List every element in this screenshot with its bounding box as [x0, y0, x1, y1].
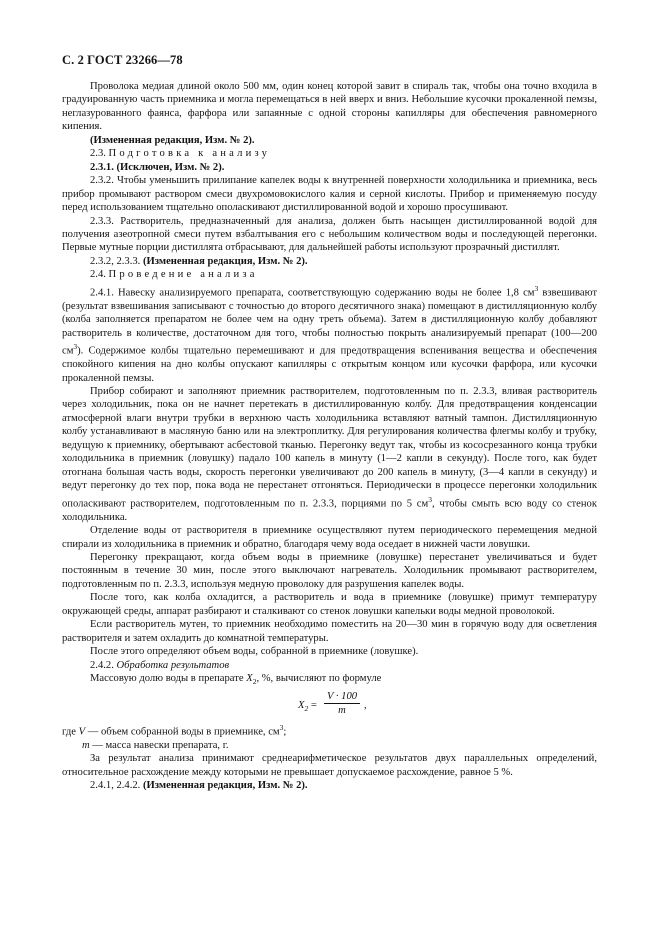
- section-heading-preparation: 2.3. Подготовка к анализу: [90, 148, 271, 160]
- clause-2-3-3: 2.3.3. Растворитель, предназначенный для анализа, должен быть насыщен дистиллированной водой для получения азеотропной смеси путем взбалтывания его с небольшим количеством воды и последующей перегонки. Первые мутные порции дистиллята отбрасывают, для дальнейшей работы используют прозрачный дистиллят.: [62, 215, 597, 254]
- paragraph-stop-distillation: Перегонку прекращают, когда объем воды в приемнике (ловушке) перестанет увеличиваться и будет постоянным в течение 30 мин, после этого выключают нагреватель. Холодильник промывают растворителем, подготовленным по п. 2.3.3, используя медную проволоку для разрушения капелек воды.: [62, 552, 597, 590]
- formula-lhs: $X_2$ =: [298, 699, 317, 713]
- formula-numerator: V · 100: [324, 691, 360, 704]
- section-heading-analysis: 2.4. Проведение анализа: [90, 269, 258, 281]
- formula-comma: ,: [364, 699, 367, 711]
- paragraph-volume-determination: После этого определяют объем воды, собранной в приемнике (ловушке).: [90, 646, 419, 658]
- amendment-note: (Измененная редакция, Изм. № 2).: [90, 134, 255, 146]
- amendment-note: 2.4.1, 2.4.2. (Измененная редакция, Изм. № 2).: [90, 779, 308, 791]
- paragraph-cooling: После того, как колба охладится, а растворитель и вода в приемнике (ловушке) примут температуру окружающей среды, аппарат разбирают и сталкивают со стенок ловушки капельки воды медной проволокой.: [62, 592, 597, 617]
- paragraph-turbid-solvent: Если растворитель мутен, то приемник необходимо поместить на 20—30 мин в горячую воду для осветления растворителя и затем охладить до комнатной температуры.: [62, 619, 597, 644]
- definition-volume: где V — объем собранной воды в приемнике, $см^3$;: [62, 722, 287, 738]
- clause-2-3-1: 2.3.1. (Исключен, Изм. № 2).: [90, 161, 225, 173]
- section-heading-results: 2.4.2. Обработка результатов: [90, 659, 230, 671]
- paragraph-result-averaging: За результат анализа принимают среднеарифметическое результатов двух параллельных определений, относительное расхождение между которыми не превышает допускаемое расхождение, равное 5 %.: [62, 753, 597, 778]
- mass-fraction-formula: [62, 689, 597, 721]
- paragraph-formula-intro: Массовую долю воды в препарате $X_2$, %, вычисляют по формуле: [90, 673, 382, 687]
- document-body: [62, 80, 597, 792]
- clause-2-3-2: 2.3.2. Чтобы уменьшить прилипание капелек воды к внутренней поверхности холодильника и приемника, весь прибор промывают раствором смеси двухромовокислого калия и серной кислоты. Прибор и применяемую посуду перед использованием тщательно ополаскивают дистиллированной водой и хорошо просушивают.: [62, 175, 597, 214]
- paragraph-apparatus-assembly: Прибор собирают и заполняют приемник растворителем, подготовленным по п. 2.3.3, вливая растворитель через холодильник, пока он не начнет перетекать в дистиллированную колбу. Для предотвращения конденсации атмосферной влаги внутри трубки в верхнюю часть холодильника вставляют ватный тампон. Дистилляционную колбу устанавливают в масляную баню или на электроплитку. Для регулирования количества флегмы колбу и трубку, ведущую к приемнику, обертывают асбестовой тканью. Перегонку ведут так, чтобы из кососрезанного конца трубки холодильника в приемник (ловушку) падало 100 капель в минуту (1—2 капли в секунду). После того, как будет отогнана большая часть воды, скорость перегонки увеличивают до 200 капель в минуту, (3—4 капли в секунду) и ведут перегонку до тех пор, пока вода не перестанет отгоняться. Периодически в процессе перегонки холодильник ополаскивают растворителем, подготовленным по п. 2.3.3, порциями по 5 $см^3$, чтобы смыть всю воду со стенок холодильника.: [62, 386, 597, 523]
- paragraph-water-separation: Отделение воды от растворителя в приемнике осуществляют путем периодического перемещения медной спирали из холодильника в приемник и обратно, благодаря чему вода оседает в нижней части ловушки.: [62, 525, 597, 550]
- page-header: С. 2 ГОСТ 23266—78: [62, 53, 183, 67]
- amendment-note: 2.3.2, 2.3.3. (Измененная редакция, Изм. № 2).: [90, 255, 308, 267]
- formula-denominator: m: [338, 704, 346, 716]
- definition-mass: m — масса навески препарата, г.: [82, 739, 229, 751]
- paragraph-copper-wire: Проволока медиая длиной около 500 мм, один конец которой завит в спираль так, чтобы она точно входила в градуированную часть приемника и могла перемещаться в ней вверх и вниз. Небольшие кусочки прокаленной пемзы, неглазурованного фаянса, фарфора или запаянные с одной стороны капилляры для обеспечения равномерного кипения.: [62, 81, 597, 133]
- formula-fraction: [324, 691, 360, 717]
- clause-2-4-1: 2.4.1. Навеску анализируемого препарата, соответствующую содержанию воды не более 1,8 $см^3$ взвешивают (результат взвешивания записывают с точностью до второго десятичного знака) помещают в дистилляционную колбу (колба заполняется препаратом не более чем на одну треть объема). Затем в дистилляционную колбу добавляют растворитель в количестве, достаточном для того, чтобы полностью покрыть анализируемый препарат (100—200 $см^3$). Содержимое колбы тщательно перемешивают и для предотвращения вспенивания вещества и обеспечения спокойного кипения на дно колбы опускают капилляры с открытым концом или кусочки фарфора, или кусочки прокаленной пемзы.: [62, 283, 597, 384]
